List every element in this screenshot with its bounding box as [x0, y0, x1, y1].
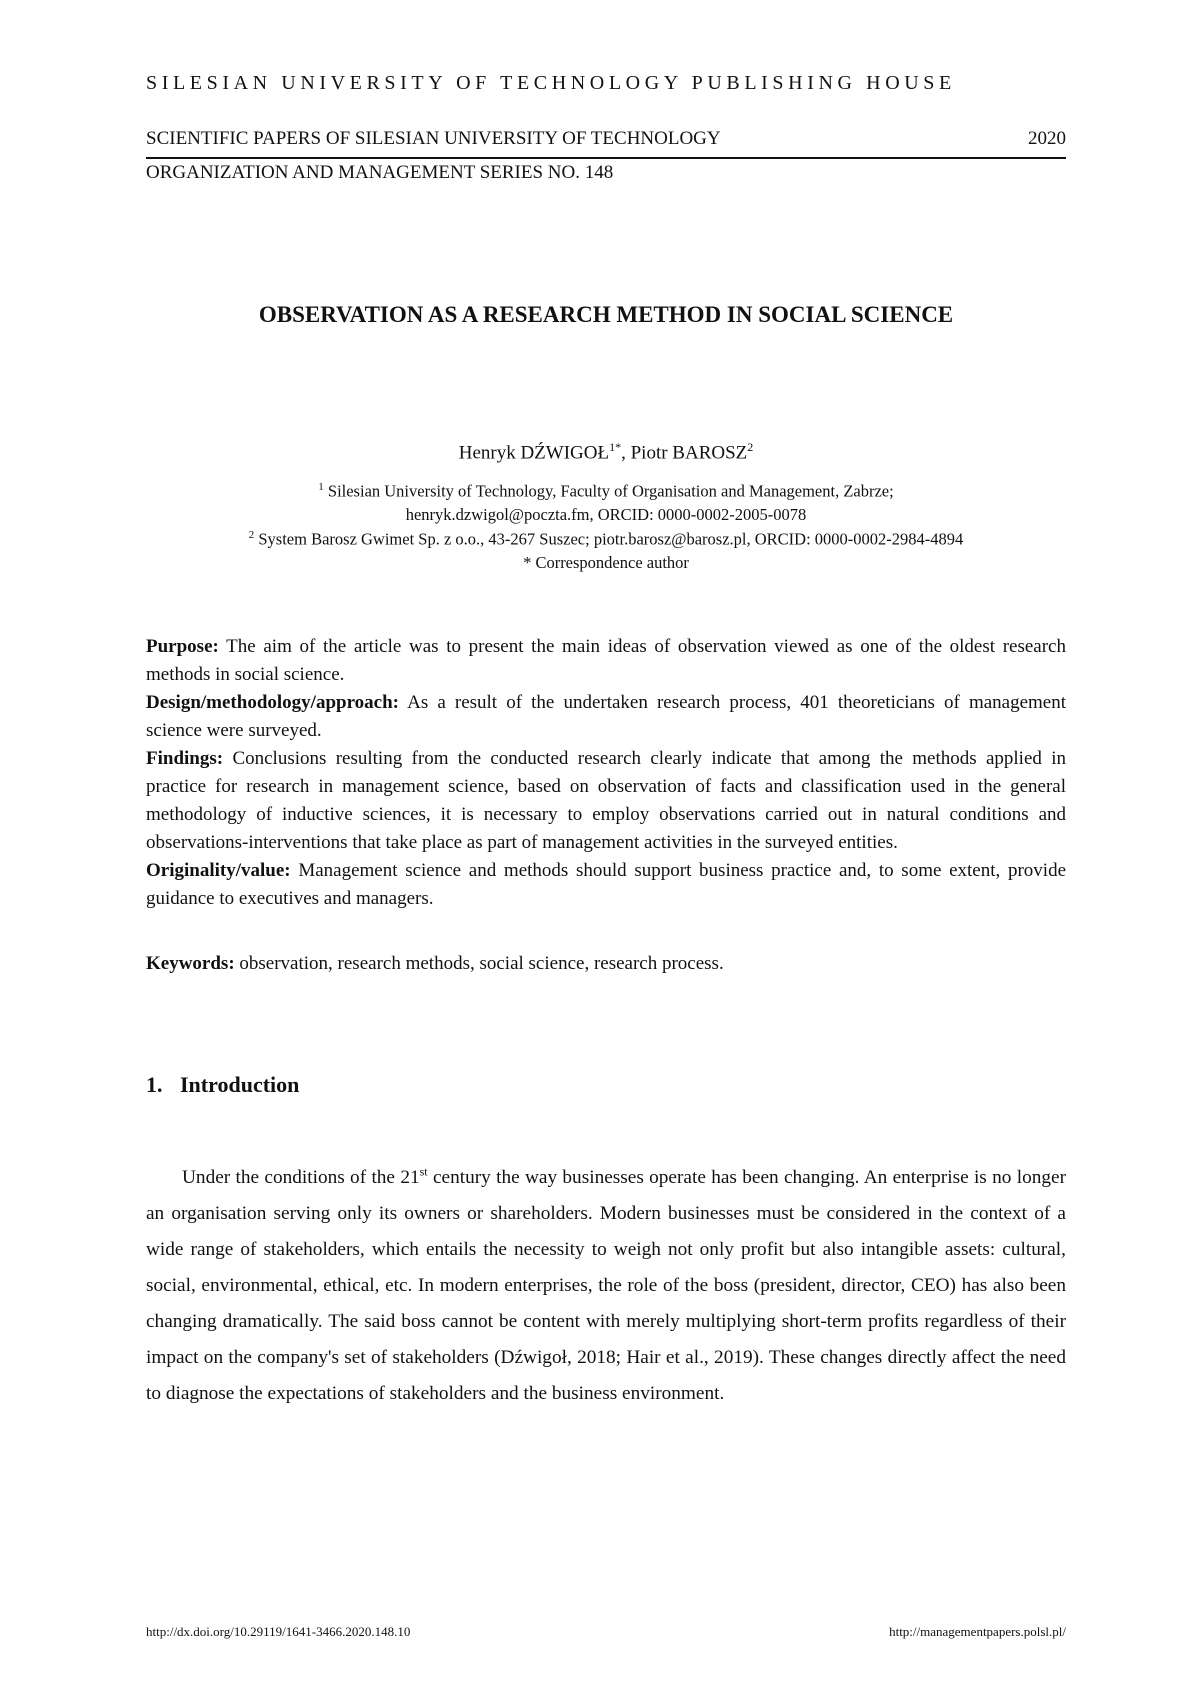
intro-superscript: st [419, 1164, 428, 1179]
affiliation-2-marker: 2 [248, 529, 255, 541]
introduction-paragraph [146, 1160, 1066, 1412]
purpose-text: The aim of the article was to present the main ideas of observation viewed as one of the oldest research methods in social science. [146, 636, 1066, 685]
originality-text: Management science and methods should support business practice and, to some extent, provide guidance to executives and managers. [146, 860, 1067, 909]
series-title: SCIENTIFIC PAPERS OF SILESIAN UNIVERSITY OF TECHNOLOGY [146, 128, 721, 149]
author-1-marker: 1* [609, 440, 622, 454]
affiliation-1 [146, 481, 1066, 502]
originality-label: Originality/value: [146, 860, 291, 881]
series-header [146, 128, 1066, 150]
author-2-marker: 2 [747, 440, 754, 454]
paper-page [146, 0, 1066, 1696]
keywords [146, 953, 1066, 975]
findings-text: Conclusions resulting from the conducted research clearly indicate that among the methods applied in practice for research in management science, based on observation of facts and classification used in the general methodology of inductive sciences, it is necessary to employ observations carried out in natural conditions and observations-interventions that take place as part of management activities in the surveyed entities. [146, 748, 1067, 853]
intro-text-start: Under the conditions of the 21 [182, 1167, 420, 1188]
keywords-label: Keywords: [146, 953, 235, 974]
publication-year: 2020 [1028, 128, 1066, 149]
doi-link[interactable]: http://dx.doi.org/10.29119/1641-3466.2020.148.10 [146, 1624, 411, 1639]
paper-title: OBSERVATION AS A RESEARCH METHOD IN SOCIAL SCIENCE [258, 302, 954, 327]
abstract-originality [146, 857, 1066, 913]
abstract-findings [146, 745, 1066, 857]
author-separator: , [621, 442, 631, 464]
keywords-text: observation, research methods, social science, research process. [239, 953, 724, 974]
intro-text-rest: century the way businesses operate has been changing. An enterprise is no longer an organisation serving only its owners or shareholders. Modern businesses must be considered in the context of a wide range of stakeholders, which entails the necessity to weigh not only profit but also intangible assets: cultural, social, environmental, ethical, etc. In modern enterprises, the role of the boss (president, director, CEO) has also been changing dramatically. The said boss cannot be content with merely multiplying short-term profits regardless of their impact on the company's set of stakeholders (Dźwigoł, 2018; Hair et al., 2019). These changes directly affect the need to diagnose the expectations of stakeholders and the business environment. [146, 1167, 1067, 1404]
design-label: Design/methodology/approach: [146, 692, 400, 713]
findings-label: Findings: [146, 748, 224, 769]
correspondence-note: * Correspondence author [523, 553, 689, 572]
affiliation-2-text: System Barosz Gwimet Sp. z o.o., 43-267 Suszec; piotr.barosz@barosz.pl, ORCID: 0000-0002-2984-4894 [258, 529, 964, 549]
affiliation-1-contact: henryk.dzwigol@poczta.fm, ORCID: 0000-0002-2005-0078 [405, 505, 807, 524]
section-heading-introduction [146, 1072, 299, 1098]
design-text: As a result of the undertaken research process, 401 theoreticians of management science were surveyed. [146, 692, 1067, 741]
journal-url-link[interactable]: http://managementpapers.polsl.pl/ [889, 1624, 1066, 1639]
section-number: 1. [146, 1072, 163, 1097]
abstract-design [146, 689, 1066, 745]
affiliation-1-text: Silesian University of Technology, Faculty of Organisation and Management, Zabrze; [327, 481, 894, 501]
section-title: Introduction [180, 1072, 300, 1097]
abstract [146, 633, 1066, 913]
affiliation-1-marker: 1 [318, 481, 324, 493]
affiliation-2 [146, 529, 1066, 550]
author-1: Henryk DŹWIGOŁ [458, 442, 610, 464]
abstract-purpose [146, 633, 1066, 689]
purpose-label: Purpose: [146, 636, 219, 657]
authors-line [146, 440, 1066, 464]
publisher-name: SILESIAN UNIVERSITY OF TECHNOLOGY PUBLISHING HOUSE [146, 72, 956, 94]
header-rule [146, 157, 1066, 159]
series-number: ORGANIZATION AND MANAGEMENT SERIES NO. 148 [146, 162, 614, 183]
author-2: Piotr BAROSZ [630, 442, 748, 464]
